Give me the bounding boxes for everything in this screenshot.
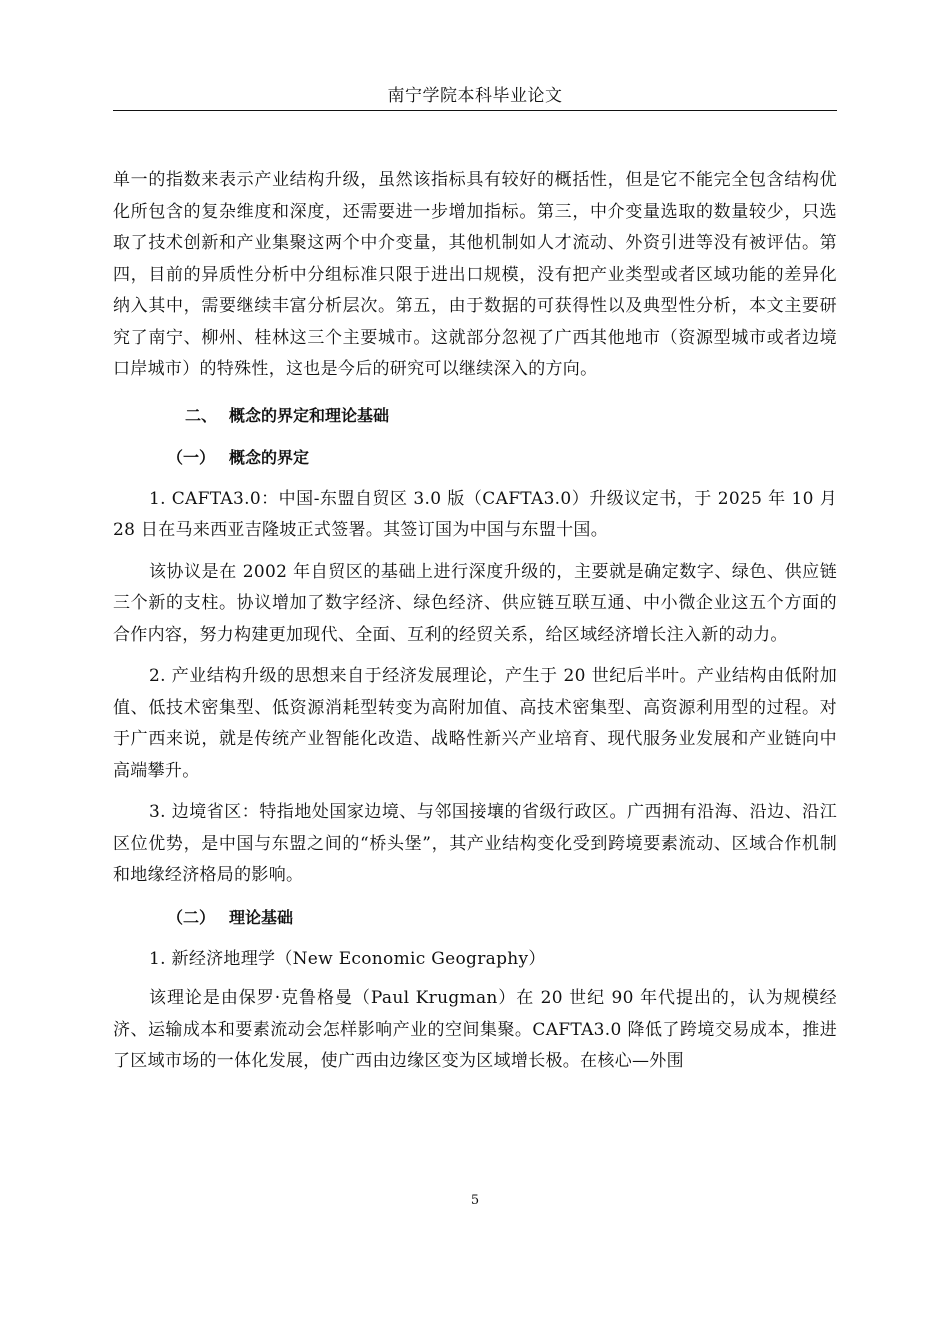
subsection-number: （二） bbox=[167, 907, 216, 927]
definition-cafta-detail: 该协议是在 2002 年自贸区的基础上进行深度升级的，主要就是确定数字、绿色、供应链三个新的支柱。协议增加了数字经济、绿色经济、供应链互联互通、中小微企业这五个方面的合作内容，努力构建更加现代、全面、互利的经贸关系，给区域经济增长注入新的动力。 bbox=[113, 561, 837, 645]
subsection-heading-concepts bbox=[167, 446, 837, 470]
subsection-title: 概念的界定 bbox=[229, 447, 310, 467]
subsection-heading-theory bbox=[167, 906, 837, 930]
section-number: 二、 bbox=[185, 405, 218, 425]
theory-new-economic-geography: 1. 新经济地理学（New Economic Geography） bbox=[149, 948, 546, 969]
running-header-title: 南宁学院本科毕业论文 bbox=[387, 86, 563, 106]
header-rule bbox=[113, 110, 837, 111]
definition-border-province: 3. 边境省区：特指地处国家边境、与邻国接壤的省级行政区。广西拥有沿海、沿边、沿江区位优势，是中国与东盟之间的“桥头堡”，其产业结构变化受到跨境要素流动、区域合作机制和地缘经济格局的影响。 bbox=[113, 802, 837, 885]
page-number: 5 bbox=[470, 1193, 480, 1208]
subsection-number: （一） bbox=[167, 447, 216, 467]
section-heading bbox=[185, 404, 837, 428]
section-title: 概念的界定和理论基础 bbox=[229, 405, 390, 425]
intro-paragraph: 单一的指数来表示产业结构升级，虽然该指标具有较好的概括性，但是它不能完全包含结构优化所包含的复杂维度和深度，还需要进一步增加指标。第三，中介变量选取的数量较少，只选取了技术创新和产业集聚这两个中介变量，其他机制如人才流动、外资引进等没有被评估。第四，目前的异质性分析中分组标准只限于进出口规模，没有把产业类型或者区域功能的差异化纳入其中，需要继续丰富分析层次。第五，由于数据的可获得性以及典型性分析，本文主要研究了南宁、柳州、桂林这三个主要城市。这就部分忽视了广西其他地市（资源型城市或者边境口岸城市）的特殊性，这也是今后的研究可以继续深入的方向。 bbox=[113, 170, 837, 379]
body-text bbox=[113, 165, 837, 1088]
definition-industrial-upgrade: 2. 产业结构升级的思想来自于经济发展理论，产生于 20 世纪后半叶。产业结构由低附加值、低技术密集型、低资源消耗型转变为高附加值、高技术密集型、高资源利用型的过程。对于广西来说，就是传统产业智能化改造、战略性新兴产业培育、现代服务业发展和产业链向中高端攀升。 bbox=[113, 666, 837, 781]
subsection-title: 理论基础 bbox=[229, 907, 294, 927]
theory-new-economic-geography-detail: 该理论是由保罗·克鲁格曼（Paul Krugman）在 20 世纪 90 年代提出的，认为规模经济、运输成本和要素流动会怎样影响产业的空间集聚。CAFTA3.0 降低了跨境交易成本，推进了区域市场的一体化发展，使广西由边缘区变为区域增长极。在核心—外围 bbox=[113, 988, 837, 1071]
definition-cafta: 1. CAFTA3.0：中国-东盟自贸区 3.0 版（CAFTA3.0）升级议定书，于 2025 年 10 月 28 日在马来西亚吉隆坡正式签署。其签订国为中国与东盟十国。 bbox=[113, 488, 837, 540]
